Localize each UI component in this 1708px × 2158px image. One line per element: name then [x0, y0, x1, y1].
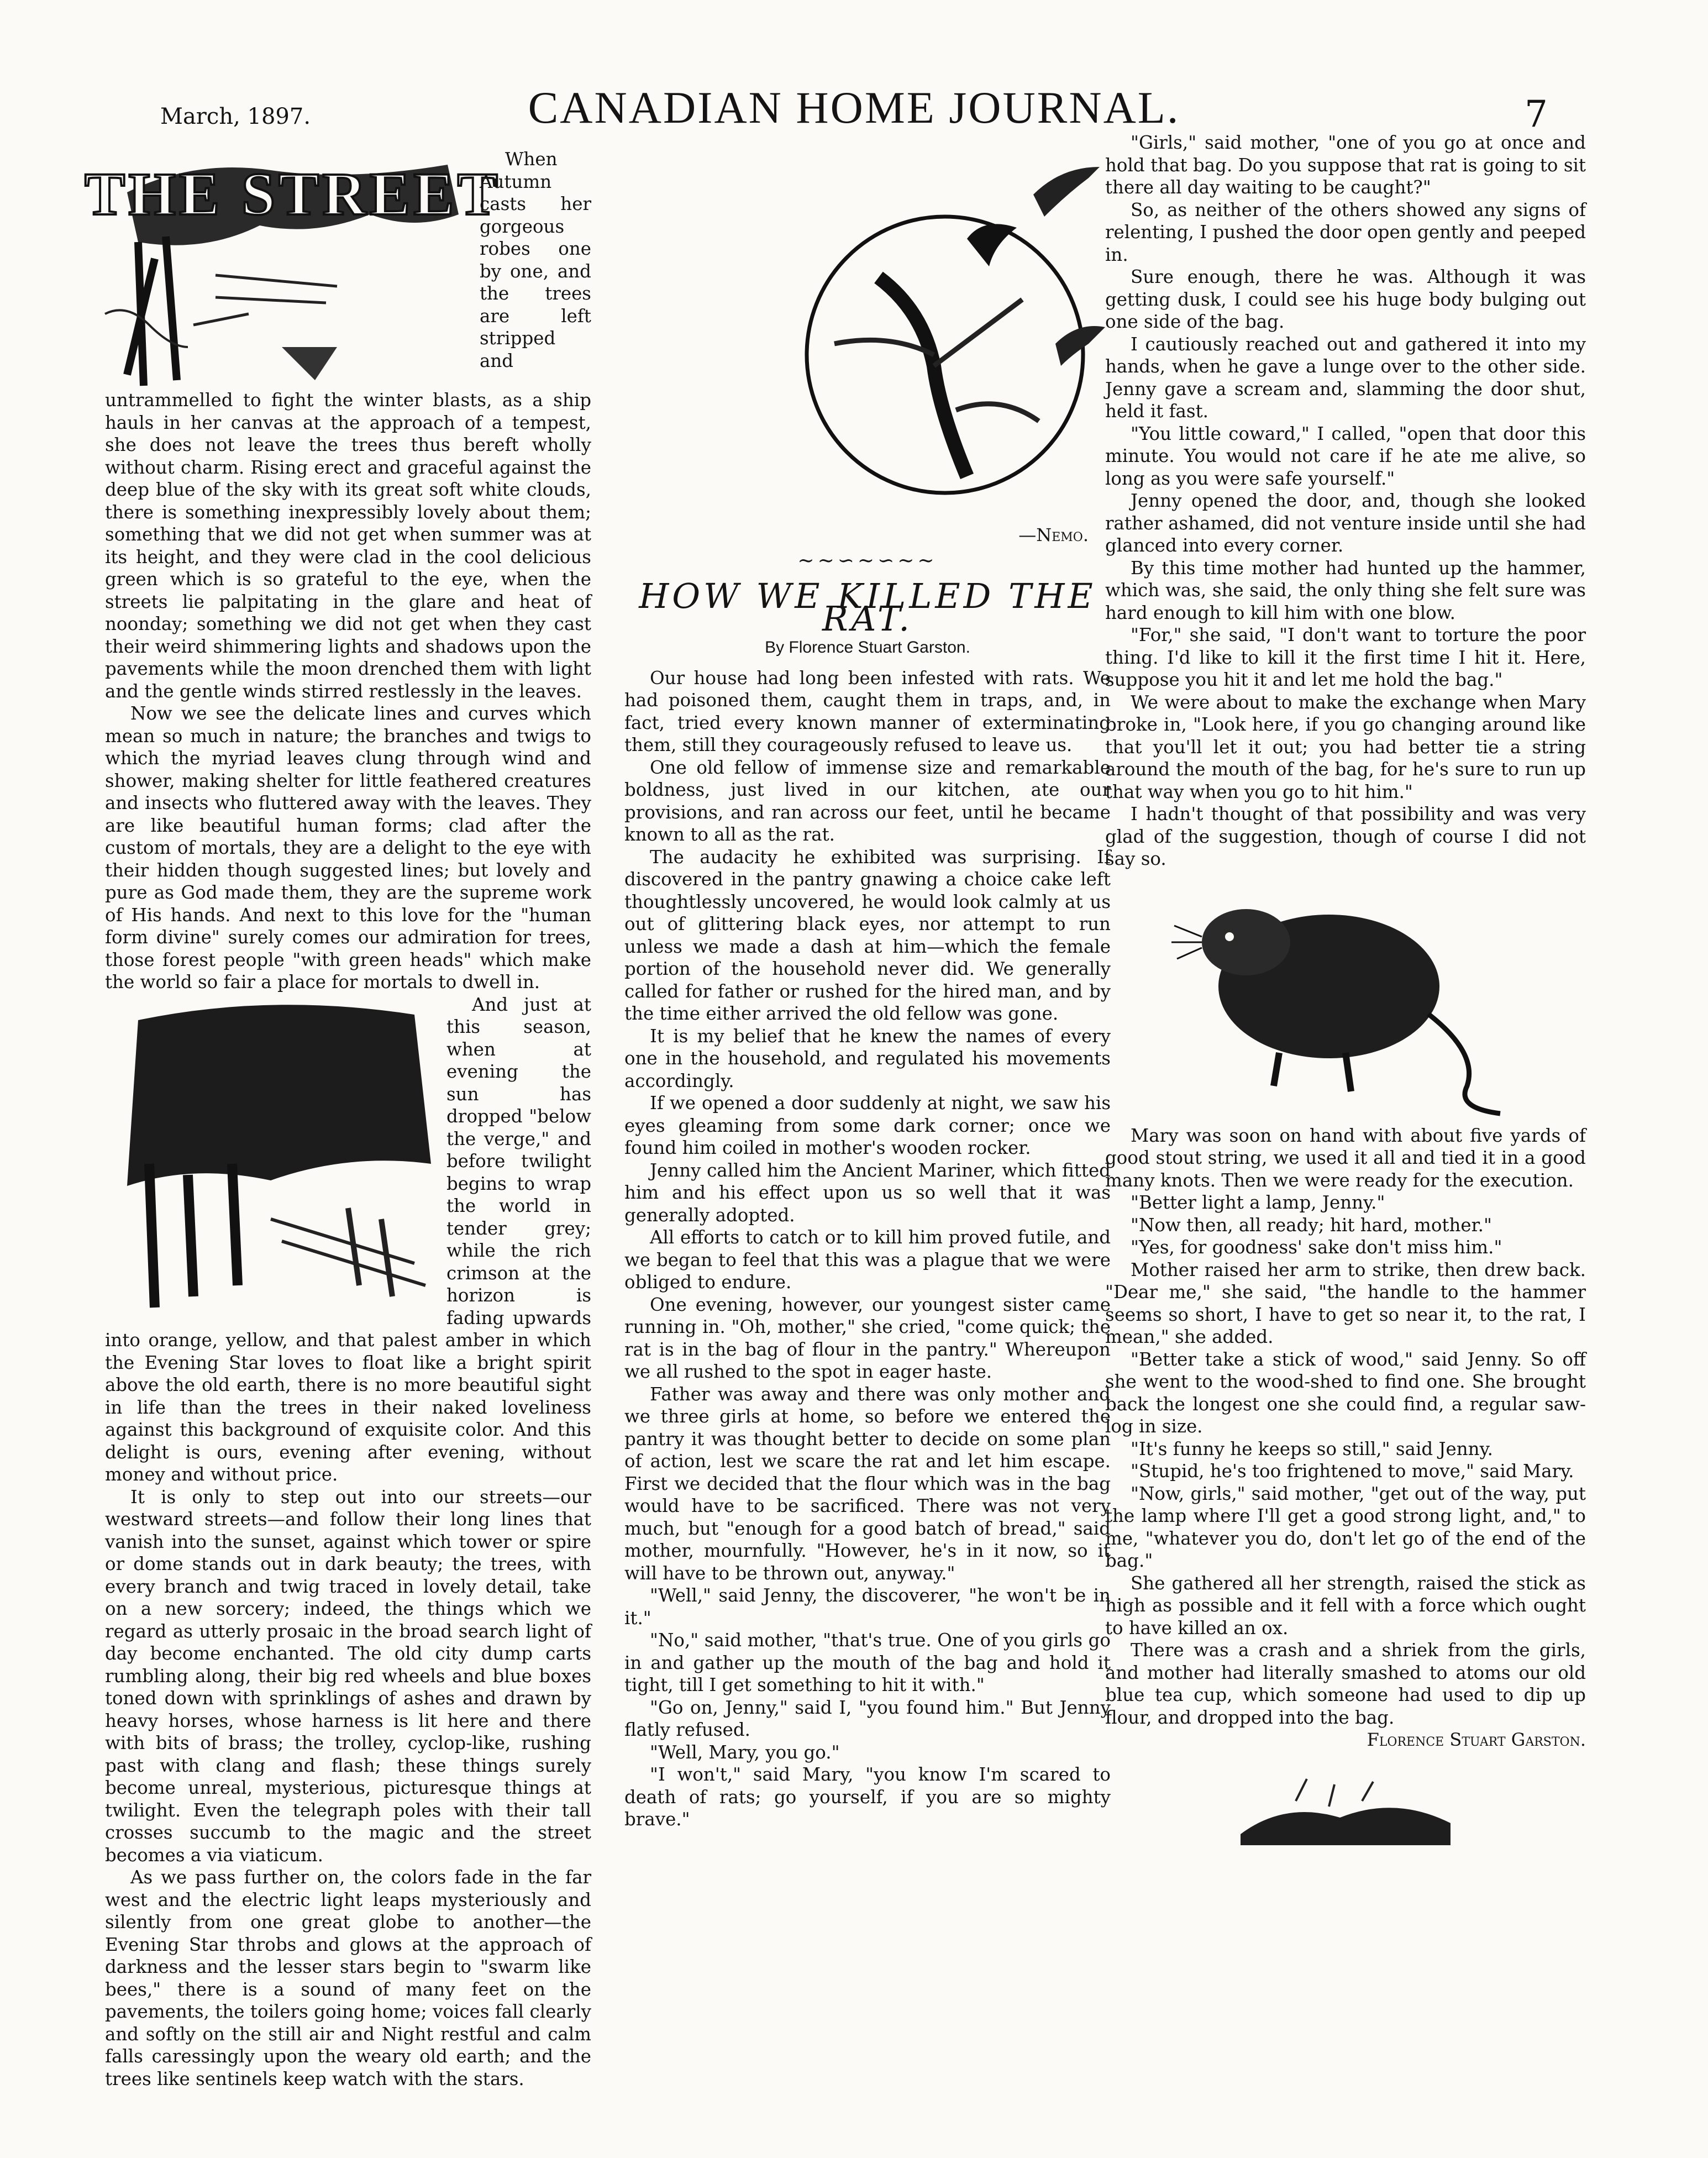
section-ornament: ~~∽~∽~~: [797, 549, 938, 572]
article2-paragraph: Mother raised her arm to strike, then drew back. "Dear me," she said, "the handle to the hammer seems so short, I have to get so near it, to the rat, I mean," she added.: [1105, 1259, 1586, 1347]
article2-paragraph: I cautiously reached out and gathered it into my hands, when he gave a lunge over to the other side. Jenny gave a scream and, slamming the door shut, held it fast.: [1105, 333, 1586, 422]
twilight-trees-illustration: [105, 998, 437, 1308]
article2-paragraph: "Now, girls," said mother, "get out of the way, put the lamp where I'll get a good strong light, and," to me, "whatever you do, don't let go of the end of the bag.": [1105, 1483, 1586, 1571]
rat-illustration: [1169, 876, 1522, 1119]
article2-paragraph: I hadn't thought of that possibility and was very glad of the suggestion, though of course I did not say so.: [1105, 804, 1586, 869]
article2-title: HOW WE KILLED THE RAT.: [639, 576, 1096, 639]
article2-paragraph: "It's funny he keeps so still," said Jenny.: [1131, 1438, 1493, 1459]
article2-paragraph: Our house had long been infested with rats. We had poisoned them, caught them in traps, and, in fact, tried every known manner of exterminating them, still they courageously refused to leave us.: [624, 667, 1111, 755]
article2-paragraph: "Better take a stick of wood," said Jenny. So off she went to the wood-shed to find one. She brought back the longest one she could find, a regular saw-log in size.: [1105, 1348, 1586, 1437]
article2-byline: By Florence Stuart Garston.: [765, 638, 970, 657]
article2-paragraph: It is my belief that he knew the names of every one in the household, and regulated his movements accordingly.: [624, 1025, 1111, 1091]
article2-paragraph: "No," said mother, "that's true. One of you girls go in and gather up the mouth of the bag and hold it tight, till I get something to hit it with.": [624, 1630, 1111, 1695]
article1-paragraph: And just at this season, when at evening the sun has dropped "below the verge," and before twilight begins to wrap the world in tender grey; while the rich crimson at the horizon is fading upwards into orange, yellow, and that palest amber in which the Evening Star loves to float like a bright spirit above the old earth, there is no more beautiful sight in life than the trees in their naked loveliness against this background of exquisite color. And this delight is ours, evening after evening, without money and without price.: [105, 994, 591, 1485]
article2-paragraph: "Yes, for goodness' sake don't miss him.": [1131, 1237, 1502, 1258]
headline-art-text: THE STREET: [85, 160, 501, 228]
article2-paragraph: We were about to make the exchange when Mary broke in, "Look here, if you go changing around like that you'll let it out; you had better tie a string around the mouth of the bag, for he's sure to run up that way when you go to hit him.": [1105, 691, 1586, 802]
article2-paragraph: "For," she said, "I don't want to torture the poor thing. I'd like to kill it the first time I hit it. Here, suppose you hit it and let me hold the bag.": [1105, 624, 1586, 690]
article1-paragraph: Now we see the delicate lines and curves which mean so much in nature; the branches and twigs to which the myriad leaves clung through wind and shower, making shelter for little feathered creatures and insects who fluttered away with the leaves. They are like beautiful human forms; clad after the custom of mortals, they are a delight to the eye with their hidden though suggested lines; but lovely and pure as God made them, they are the supreme work of His hands. And next to this love for the "human form divine" surely comes our admiration for trees, those forest people "with green heads" which make the world so fair a place for mortals to dwell in.: [105, 703, 591, 993]
article1-paragraph: It is only to step out into our streets—our westward streets—and follow their long lines that vanish into the sunset, against which tower or spire or dome stands out in dark beauty; the trees, with every branch and twig traced in lovely detail, take on a new sorcery; indeed, the things which we regard as utterly prosaic in the broad search light of day become enchanted. The old city dump carts rumbling along, their big red wheels and blue boxes toned down with sprinklings of ashes and drawn by heavy horses, whose harness is lit here and there with bits of brass; the trolley, cyclop-like, rushing past with clang and flash; these things surely become unreal, mysterious, picturesque things at twilight. Even the telegraph poles with their tall crosses succumb to the magic and the street becomes a via viaticum.: [105, 1486, 591, 1866]
article2-paragraph: She gathered all her strength, raised the stick as high as possible and it fell with a force which ought to have killed an ox.: [1105, 1572, 1586, 1639]
article2-paragraph: The audacity he exhibited was surprising. If discovered in the pantry gnawing a choice cake left thoughtlessly uncovered, he would look calmly at us out of glittering black eyes, nor attempt to run unless we made a dash at him—which the female portion of the household never did. We generally called for father or rushed for the hired man, and by the time either arrived the old fellow was gone.: [624, 846, 1111, 1024]
article2-paragraph: One evening, however, our youngest sister came running in. "Oh, mother," she cried, "come quick; the rat is in the bag of flour in the pantry." Whereupon we all rushed to the spot in eager haste.: [624, 1294, 1111, 1382]
tailpiece-vignette: [1229, 1768, 1462, 1862]
article2-paragraph: "Go on, Jenny," said I, "you found him." But Jenny flatly refused.: [624, 1697, 1111, 1740]
article2-paragraph: "Well," said Jenny, the discoverer, "he won't be in it.": [624, 1585, 1111, 1629]
moon-tree-bird-illustration: [801, 134, 1111, 521]
article2-paragraph: "Better light a lamp, Jenny.": [1131, 1192, 1385, 1213]
article2-paragraph: One old fellow of immense size and remarkable boldness, just lived in our kitchen, ate our provisions, and ran across our feet, until he became known to all as the rat.: [624, 757, 1111, 845]
article2-paragraph: Sure enough, there he was. Although it was getting dusk, I could see his huge body bulging out one side of the bag.: [1105, 266, 1586, 332]
article2-paragraph: "You little coward," I called, "open that door this minute. You would not care if he ate me alive, so long as you were safe yourself.": [1105, 423, 1586, 489]
column-1: [85, 148, 591, 2090]
article2-paragraph: "Stupid, he's too frightened to move," said Mary.: [1131, 1461, 1574, 1482]
article2-paragraph: "Well, Mary, you go.": [650, 1741, 840, 1763]
article1-paragraph: When Autumn casts her gorgeous robes one by one, and the trees are left stripped and untrammelled to fight the winter blasts, as a ship hauls in her canvas at the approach of a tempest, she does not leave the trees thus bereft wholly without charm. Rising erect and graceful against the deep blue of the sky with its great soft white clouds, there is something inexpressibly lovely about them; something that we did not get when summer was at its height, and they were clad in the cool delicious green which is so grateful to the eye, when the streets lie palpitating in the glare and heat of noonday; something we did not get when they cast their weird shimmering lights and shadows upon the pavements while the moon drenched them with light and the gentle winds stirred restlessly in the leaves.: [105, 149, 591, 702]
article2-signature: Florence Stuart Garston.: [1367, 1729, 1586, 1750]
article1-signature: —Nemo.: [1018, 524, 1089, 545]
column-2: [624, 132, 1111, 1831]
the-street-headline-illustration: [85, 148, 501, 386]
article2-paragraph: Father was away and there was only mother and we three girls at home, so before we entered the pantry it was thought better to decide on some plan of action, lest we scare the rat and let him escape. First we decided that the flour which was in the bag would have to be sacrificed. There was not very much, but "enough for a good batch of bread," said mother, mournfully. "However, he's in it now, so it will have to be thrown out, anyway.": [624, 1383, 1111, 1584]
page-number: 7: [1525, 93, 1548, 135]
article2-paragraph: All efforts to catch or to kill him proved futile, and we began to feel that this was a plague that we were obliged to endure.: [624, 1227, 1111, 1293]
article2-paragraph: Jenny called him the Ancient Mariner, which fitted him and his effect upon us so well that it was generally adopted.: [624, 1159, 1111, 1226]
article2-paragraph: So, as neither of the others showed any signs of relenting, I pushed the door open gently and peeped in.: [1105, 199, 1586, 265]
article1-paragraph: As we pass further on, the colors fade in the far west and the electric light leaps mysteriously and silently from one great globe to another—the Evening Star throbs and glows at the approach of darkness and the lesser stars begin to "swarm like bees," there is a sound of many feet on the pavements, the toilers going home; voices fall clearly and softly on the still air and Night restful and calm falls caressingly upon the weary old earth; and the trees like sentinels keep watch with the stars.: [105, 1867, 591, 2089]
column-3: [1105, 132, 1586, 1867]
article2-paragraph: Jenny opened the door, and, though she looked rather ashamed, did not venture inside until she had glanced into every corner.: [1105, 490, 1586, 556]
issue-date: March, 1897.: [160, 104, 311, 129]
article2-paragraph: "Girls," said mother, "one of you go at once and hold that bag. Do you suppose that rat is going to sit there all day waiting to be caught?": [1105, 132, 1586, 198]
article2-paragraph: If we opened a door suddenly at night, we saw his eyes gleaming from some dark corner; once we found him coiled in mother's wooden rocker.: [624, 1093, 1111, 1158]
article2-paragraph: There was a crash and a shriek from the girls, and mother had literally smashed to atoms our old blue tea cup, which someone had used to dip up flour, and dropped into the bag.: [1105, 1640, 1586, 1728]
article2-paragraph: "I won't," said Mary, "you know I'm scared to death of rats; go yourself, if you are so mighty brave.": [624, 1764, 1111, 1830]
journal-title: CANADIAN HOME JOURNAL.: [528, 82, 1180, 133]
article2-paragraph: "Now then, all ready; hit hard, mother.": [1131, 1214, 1492, 1236]
article2-paragraph: Mary was soon on hand with about five yards of good stout string, we used it all and tied it in a good many knots. Then we were ready for the execution.: [1105, 1125, 1586, 1191]
article2-paragraph: By this time mother had hunted up the hammer, which was, she said, the only thing she felt sure was hard enough to kill him with one blow.: [1105, 557, 1586, 623]
